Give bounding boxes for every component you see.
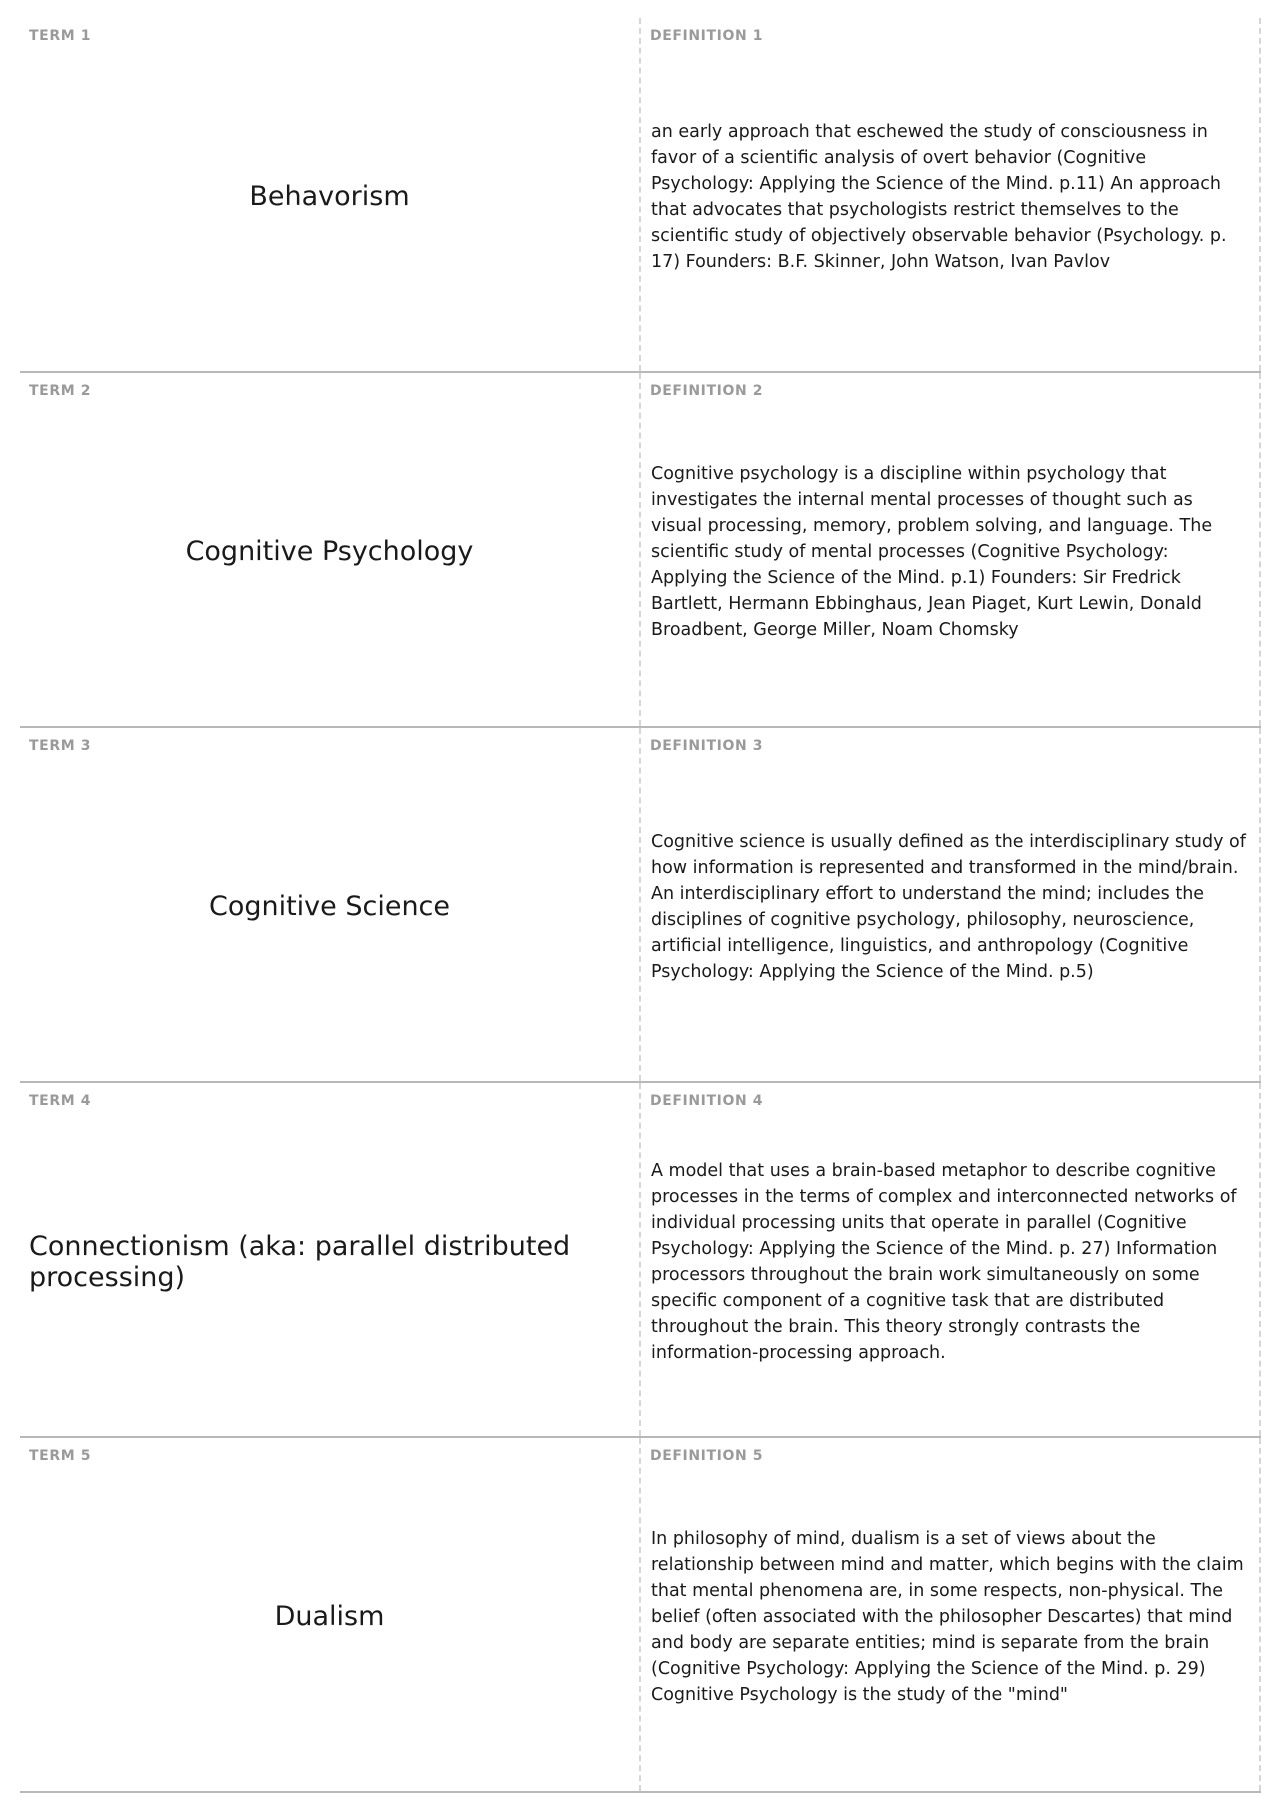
definition-cell [641,1083,1261,1436]
definition-label: DEFINITION 5 [650,1448,764,1464]
definition-label: DEFINITION 1 [650,28,764,44]
term-text: Cognitive Psychology [185,536,474,567]
term-cell [20,373,641,726]
term-text: Dualism [274,1601,385,1632]
flashcard-sheet [20,18,1261,1793]
term-label: TERM 3 [29,738,92,754]
term-text: Cognitive Science [208,891,451,922]
definition-text: Cognitive science is usually defined as the interdisciplinary study of how information is represented and transformed in the mind/brain. An interdisciplinary effort to understand the mind; includes the disciplines of cognitive psychology, philosophy, neuroscience, artificial intelligence, linguistics, and anthropology (Cognitive Psychology: Applying the Science of the Mind. p.5) [651,831,1246,982]
term-cell [20,18,641,371]
term-cell [20,1083,641,1436]
flashcard-row [20,1438,1261,1793]
definition-label: DEFINITION 3 [650,738,764,754]
definition-cell [641,18,1261,371]
term-text: Behavorism [249,181,410,212]
definition-cell [641,1438,1261,1791]
flashcard-row [20,728,1261,1083]
flashcard-row [20,373,1261,728]
definition-cell [641,373,1261,726]
term-cell [20,1438,641,1791]
definition-text: an early approach that eschewed the study of consciousness in favor of a scientific analysis of overt behavior (Cognitive Psychology: Applying the Science of the Mind. p.11) An approach that advocates that psychologists restrict themselves to the scientific study of objectively observable behavior (Psychology. p. 17) Founders: B.F. Skinner, John Watson, Ivan Pavlov [651,121,1227,272]
definition-cell [641,728,1261,1081]
definition-text: In philosophy of mind, dualism is a set of views about the relationship between mind and matter, which begins with the claim that mental phenomena are, in some respects, non-physical. The belief (often associated with the philosopher Descartes) that mind and body are separate entities; mind is separate from the brain (Cognitive Psychology: Applying the Science of the Mind. p. 29) Cognitive Psychology is the study of the "mind" [651,1528,1244,1705]
definition-label: DEFINITION 2 [650,383,764,399]
term-cell [20,728,641,1081]
term-text: Connectionism (aka: parallel distributed processing) [29,1230,571,1293]
term-label: TERM 4 [29,1093,92,1109]
term-label: TERM 5 [29,1448,92,1464]
definition-label: DEFINITION 4 [650,1093,764,1109]
definition-text: A model that uses a brain-based metaphor to describe cognitive processes in the terms of complex and interconnected networks of individual processing units that operate in parallel (Cognitive Psychology: Applying the Science of the Mind. p. 27) Information processors throughout the brain work simultaneously on some specific component of a cognitive task that are distributed throughout the brain. This theory strongly contrasts the information-processing approach. [651,1160,1237,1363]
flashcard-row [20,18,1261,373]
term-label: TERM 1 [29,28,92,44]
flashcard-row [20,1083,1261,1438]
term-label: TERM 2 [29,383,92,399]
definition-text: Cognitive psychology is a discipline within psychology that investigates the internal mental processes of thought such as visual processing, memory, problem solving, and language. The scientific study of mental processes (Cognitive Psychology: Applying the Science of the Mind. p.1) Founders: Sir Fredrick Bartlett, Hermann Ebbinghaus, Jean Piaget, Kurt Lewin, Donald Broadbent, George Miller, Noam Chomsky [651,463,1213,640]
